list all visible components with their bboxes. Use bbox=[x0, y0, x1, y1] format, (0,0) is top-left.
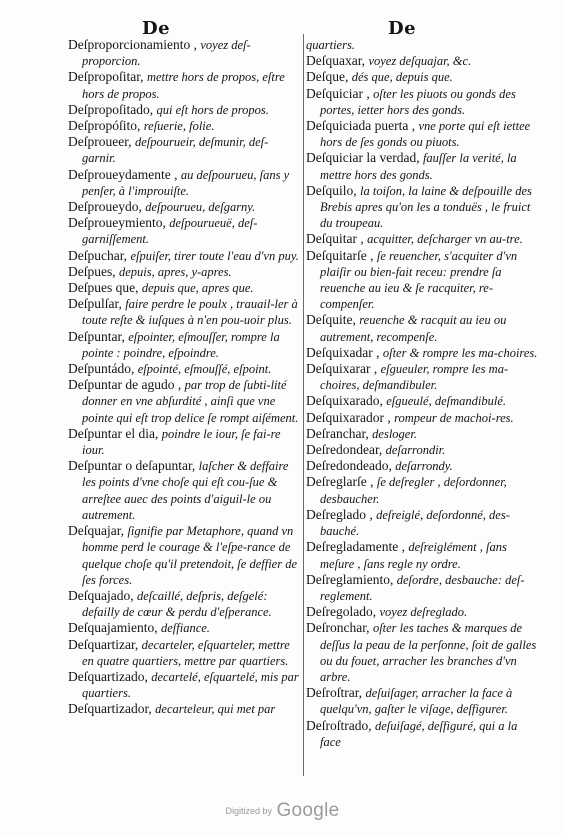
definition: dés que, depuis que. bbox=[351, 70, 453, 85]
headword: Deſquilo, bbox=[306, 182, 360, 198]
headword: Deſquartizador, bbox=[68, 701, 156, 717]
dictionary-entry bbox=[68, 69, 300, 101]
definition: eſpointer, eſmouſſer, rompre la pointe : poindre, eſpoindre. bbox=[82, 329, 280, 360]
headword: Deſredondear, bbox=[306, 442, 386, 458]
headword: Deſproueymiento, bbox=[68, 215, 170, 231]
headword: Deſquartizado, bbox=[68, 668, 152, 684]
headword: Deſreglamiento, bbox=[306, 571, 397, 587]
dictionary-entry bbox=[306, 539, 538, 571]
definition: voyez deſquajar, &c. bbox=[368, 54, 472, 69]
headword: Deſpuntar de agudo , bbox=[68, 377, 185, 393]
headword: Deſque, bbox=[306, 69, 352, 85]
dictionary-entry bbox=[306, 393, 538, 409]
dictionary-entry bbox=[68, 296, 300, 328]
definition: ſignifie par Metaphore, quand vn homme perd le courage & l'eſpe-rance de quelque choſe qu'il pretendoit, ſe deffier de ſes forces. bbox=[82, 524, 297, 587]
definition: deſreiglément , ſans meſure , ſans regle ny ordre. bbox=[320, 540, 507, 571]
dictionary-entry bbox=[306, 426, 538, 442]
dictionary-entry bbox=[68, 134, 300, 166]
dictionary-entry bbox=[306, 410, 538, 426]
dictionary-entry bbox=[68, 248, 300, 264]
headword: Deſpuntádo, bbox=[68, 361, 138, 377]
dictionary-entry bbox=[306, 248, 538, 313]
definition: decarteler, eſquarteler, mettre en quatre quartiers, mettre par quartiers. bbox=[82, 637, 290, 668]
dictionary-entry bbox=[68, 102, 300, 118]
definition: deſpourueuë, deſ-garniſſement. bbox=[82, 216, 258, 247]
definition: deſpourueir, deſmunir, deſ-garnir. bbox=[82, 135, 269, 166]
digitized-by-text: Digitized by bbox=[225, 806, 272, 816]
definition: deſpourueu, deſgarny. bbox=[145, 200, 256, 215]
definition: deſreiglé, deſordonné, des-bauché. bbox=[320, 507, 510, 539]
headword: Deſpropoſitado, bbox=[68, 101, 157, 117]
dictionary-entry bbox=[306, 231, 538, 247]
definition: deſarrondir. bbox=[385, 443, 446, 458]
dictionary-entry bbox=[306, 507, 538, 539]
dictionary-entry bbox=[68, 329, 300, 361]
headword: Deſquitar , bbox=[306, 231, 368, 247]
definition: ſe deſregler , deſordonner, desbaucher. bbox=[320, 475, 507, 506]
definition: laſcher & deffaire les points d'vne choſe qui eſt cou-ſue & arreſtee auec des points d'aiguil-le ou autrement. bbox=[82, 459, 289, 522]
headword: Deſquite, bbox=[306, 312, 360, 328]
headword: Deſquiciar la verdad, bbox=[306, 150, 423, 166]
headword: Deſquiciar , bbox=[306, 85, 374, 101]
definition: eſgueulé, deſmandibulé. bbox=[386, 394, 506, 409]
dictionary-entry bbox=[306, 604, 538, 620]
right-column bbox=[306, 37, 538, 750]
dictionary-entry bbox=[68, 523, 300, 588]
dictionary-entry bbox=[68, 264, 300, 280]
headword: Deſreglarſe , bbox=[306, 474, 377, 490]
headword: Deſquixarar , bbox=[306, 361, 381, 377]
definition: qui eſt hors de propos. bbox=[156, 102, 269, 117]
dictionary-entry bbox=[306, 620, 538, 685]
definition: quartiers. bbox=[306, 38, 355, 52]
dictionary-entry bbox=[306, 183, 538, 232]
definition: depuis que, apres que. bbox=[141, 281, 254, 296]
dictionary-entry bbox=[306, 86, 538, 118]
definition: deſuiſagé, deſfiguré, qui a la face bbox=[320, 718, 518, 749]
definition: voyez deſ-proporcion. bbox=[82, 38, 251, 69]
dictionary-entry bbox=[68, 426, 300, 458]
headword: Deſpropóſito, bbox=[68, 118, 144, 134]
dictionary-entry bbox=[68, 377, 300, 426]
definition: deſfiance. bbox=[160, 621, 210, 636]
headword: Deſquaxar, bbox=[306, 53, 369, 69]
headword: Deſpropoſitar, bbox=[68, 69, 147, 85]
headword: Deſpuchar, bbox=[68, 247, 131, 263]
dictionary-entry bbox=[68, 620, 300, 636]
headword: Deſredondeado, bbox=[306, 458, 396, 474]
definition: mettre hors de propos, eſtre hors de propos. bbox=[82, 70, 285, 101]
headword: Deſquixadar , bbox=[306, 344, 383, 360]
headword: Deſquartizar, bbox=[68, 636, 142, 652]
definition: oſter les taches & marques de deſſus la peau de la perſonne, ſoit de galles ou du fouet, arracher les branches d'vn arbre. bbox=[320, 621, 537, 684]
right-running-header: De bbox=[388, 18, 417, 39]
headword: Deſquixarador , bbox=[306, 409, 395, 425]
headword: Deſpuntar el dia, bbox=[68, 425, 162, 441]
headword: Deſpuntar o deſapuntar, bbox=[68, 458, 199, 474]
definition: faire perdre le poulx , trauail-ler à toute reſte & iuſques à n'en pou-uoir plus. bbox=[82, 297, 298, 328]
dictionary-entry bbox=[68, 37, 300, 69]
definition: acquitter, deſcharger vn au-tre. bbox=[367, 232, 523, 247]
definition: fauſſer la verité, la mettre hors des gonds. bbox=[320, 151, 517, 182]
definition: poindre le iour, ſe fai-re iour. bbox=[82, 426, 281, 458]
headword: Deſroſtrar, bbox=[306, 685, 366, 701]
dictionary-entry bbox=[306, 572, 538, 604]
dictionary-entry bbox=[68, 458, 300, 523]
headword: Deſproueer, bbox=[68, 134, 135, 150]
headword: Deſregolado, bbox=[306, 604, 380, 620]
dictionary-entry bbox=[306, 69, 538, 85]
definition: depuis, apres, y-apres. bbox=[119, 264, 232, 279]
definition: deſuiſager, arracher la face à quelqu'vn, gaſter le viſage, deſfigurer. bbox=[320, 686, 513, 717]
dictionary-entry bbox=[306, 458, 538, 474]
definition: rompeur de machoi-res. bbox=[394, 410, 514, 425]
definition: eſpuiſer, tirer toute l'eau d'vn puy. bbox=[130, 248, 299, 263]
definition: deſarrondy. bbox=[395, 459, 453, 474]
dictionary-entry bbox=[306, 345, 538, 361]
definition: vne porte qui eſt iettee hors de ſes gonds ou piuots. bbox=[320, 119, 531, 150]
definition: reſuerie, folie. bbox=[143, 119, 215, 134]
definition: ſe reuencher, s'acquiter d'vn plaiſir ou bien-fait receu: prendre ſa reuenche au ieu & ſe racquiter, re-compenſer. bbox=[320, 248, 518, 312]
left-column bbox=[68, 37, 300, 718]
headword: Deſproueydamente , bbox=[68, 166, 181, 182]
dictionary-entry bbox=[306, 118, 538, 150]
dictionary-entry bbox=[68, 701, 300, 717]
headword: Deſpulſar, bbox=[68, 296, 126, 312]
definition: decartelé, eſquartelé, mis par quartiers. bbox=[82, 669, 299, 701]
definition: voyez deſreglado. bbox=[379, 605, 468, 620]
digitization-watermark bbox=[0, 800, 565, 822]
headword: Deſquitarſe , bbox=[306, 247, 377, 263]
dictionary-entry bbox=[306, 442, 538, 458]
dictionary-entry bbox=[68, 118, 300, 134]
headword: Deſpues que, bbox=[68, 280, 142, 296]
headword: Deſquajar, bbox=[68, 523, 128, 539]
dictionary-entry bbox=[306, 150, 538, 182]
definition: la toiſon, la laine & deſpouille des Brebis apres qu'on les a tonduës , le fruict du troupeau. bbox=[320, 183, 532, 231]
google-logo-text: Google bbox=[276, 800, 340, 821]
headword: Deſreglado , bbox=[306, 506, 377, 522]
headword: Deſproueydo, bbox=[68, 199, 146, 215]
dictionary-entry bbox=[68, 280, 300, 296]
definition: deſordre, desbauche: deſ-reglement. bbox=[320, 572, 525, 603]
headword: Deſronchar, bbox=[306, 620, 373, 636]
headword: Deſproporcionamiento , bbox=[68, 37, 201, 52]
dictionary-entry bbox=[306, 685, 538, 717]
dictionary-entry bbox=[68, 199, 300, 215]
dictionary-entry bbox=[306, 474, 538, 506]
dictionary-entry bbox=[68, 215, 300, 247]
dictionary-entry bbox=[306, 37, 538, 53]
dictionary-entry bbox=[68, 588, 300, 620]
headword: Deſquajado, bbox=[68, 587, 137, 603]
column-divider bbox=[303, 34, 304, 776]
dictionary-entry bbox=[68, 637, 300, 669]
dictionary-entry bbox=[68, 167, 300, 199]
definition: decarteleur, qui met par bbox=[155, 702, 276, 717]
dictionary-entry bbox=[306, 718, 538, 750]
definition: au deſpourueu, ſans y penſer, à l'improuiſte. bbox=[82, 167, 290, 198]
left-running-header: De bbox=[142, 18, 171, 39]
headword: Deſroſtrado, bbox=[306, 717, 375, 733]
definition: desloger. bbox=[372, 426, 417, 441]
headword: Deſpues, bbox=[68, 263, 119, 279]
dictionary-entry bbox=[306, 312, 538, 344]
definition: reuenche & racquit au ieu ou autrement, recompenſe. bbox=[320, 313, 507, 344]
headword: Deſquajamiento, bbox=[68, 620, 161, 636]
headword: Deſquiciada puerta , bbox=[306, 118, 419, 134]
headword: Deſpuntar, bbox=[68, 328, 129, 344]
definition: oſter & rompre les ma-choires. bbox=[382, 345, 538, 360]
dictionary-entry bbox=[68, 669, 300, 701]
definition: oſter les piuots ou gonds des portes, ietter hors des gonds. bbox=[320, 86, 516, 117]
headword: Deſranchar, bbox=[306, 425, 373, 441]
dictionary-entry bbox=[306, 361, 538, 393]
dictionary-entry bbox=[68, 361, 300, 377]
dictionary-entry bbox=[306, 53, 538, 69]
definition: eſpointé, eſmouſſé, eſpoint. bbox=[137, 362, 272, 377]
headword: Deſregladamente , bbox=[306, 539, 409, 555]
definition: par trop de ſubti-lité donner en vne abſurdité , ainſi que vne pointe qui eſt trop delice ſe rompt aiſément. bbox=[82, 378, 299, 425]
definition: deſcaillé, deſpris, deſgelé: defailly de cœur & perdu d'eſperance. bbox=[82, 588, 272, 620]
headword: Deſquixarado, bbox=[306, 393, 387, 409]
definition: eſgueuler, rompre les ma-choires, deſmandibuler. bbox=[320, 362, 509, 393]
